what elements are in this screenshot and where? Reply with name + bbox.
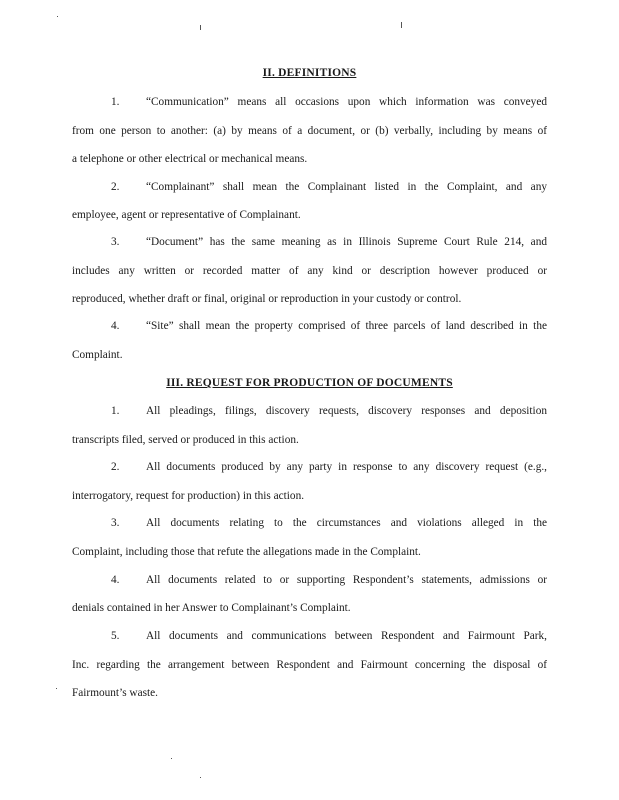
request-text: All documents relating to the circumstances and violations alleged in the bbox=[146, 517, 547, 529]
scan-speck bbox=[200, 25, 201, 30]
scan-speck bbox=[56, 688, 57, 689]
request-text: Complaint, including those that refute the allegations made in the Complaint. bbox=[72, 546, 421, 558]
request-text: transcripts filed, served or produced in this action. bbox=[72, 434, 299, 446]
scan-speck bbox=[401, 22, 402, 28]
definition-text: employee, agent or representative of Complainant. bbox=[72, 209, 301, 221]
request-text: Fairmount’s waste. bbox=[72, 687, 158, 699]
request-number: 5. bbox=[111, 630, 120, 642]
definition-text: a telephone or other electrical or mechanical means. bbox=[72, 153, 308, 165]
definition-text: “Document” has the same meaning as in Illinois Supreme Court Rule 214, and bbox=[146, 236, 547, 248]
definition-number: 1. bbox=[111, 96, 120, 108]
scan-speck bbox=[200, 777, 201, 778]
definition-text: includes any written or recorded matter of any kind or description however produced or bbox=[72, 265, 547, 277]
definition-text: “Complainant” shall mean the Complainant listed in the Complaint, and any bbox=[146, 181, 547, 193]
request-text: All documents and communications between Respondent and Fairmount Park, bbox=[146, 630, 547, 642]
definition-text: Complaint. bbox=[72, 349, 123, 361]
definition-number: 2. bbox=[111, 181, 120, 193]
definition-text: reproduced, whether draft or final, original or reproduction in your custody or control. bbox=[72, 293, 462, 305]
section-heading-definitions: II. DEFINITIONS bbox=[262, 67, 357, 79]
request-text: Inc. regarding the arrangement between Respondent and Fairmount concerning the disposal of bbox=[72, 659, 547, 671]
definition-text: “Communication” means all occasions upon which information was conveyed bbox=[146, 96, 547, 108]
scan-speck bbox=[57, 16, 58, 17]
request-number: 4. bbox=[111, 574, 120, 586]
request-number: 1. bbox=[111, 405, 120, 417]
definition-number: 4. bbox=[111, 320, 120, 332]
definition-number: 3. bbox=[111, 236, 120, 248]
request-number: 2. bbox=[111, 461, 120, 473]
request-text: denials contained in her Answer to Complainant’s Complaint. bbox=[72, 602, 351, 614]
definition-text: from one person to another: (a) by means of a document, or (b) verbally, including by means of bbox=[72, 125, 547, 137]
request-number: 3. bbox=[111, 517, 120, 529]
definition-text: “Site” shall mean the property comprised of three parcels of land described in the bbox=[146, 320, 547, 332]
request-text: All documents produced by any party in response to any discovery request (e.g., bbox=[146, 461, 547, 473]
scan-speck bbox=[171, 758, 172, 759]
request-text: interrogatory, request for production) in this action. bbox=[72, 490, 305, 502]
request-text: All pleadings, filings, discovery requests, discovery responses and deposition bbox=[146, 405, 547, 417]
section-heading-requests: III. REQUEST FOR PRODUCTION OF DOCUMENTS bbox=[166, 377, 453, 389]
request-text: All documents related to or supporting Respondent’s statements, admissions or bbox=[146, 574, 547, 586]
